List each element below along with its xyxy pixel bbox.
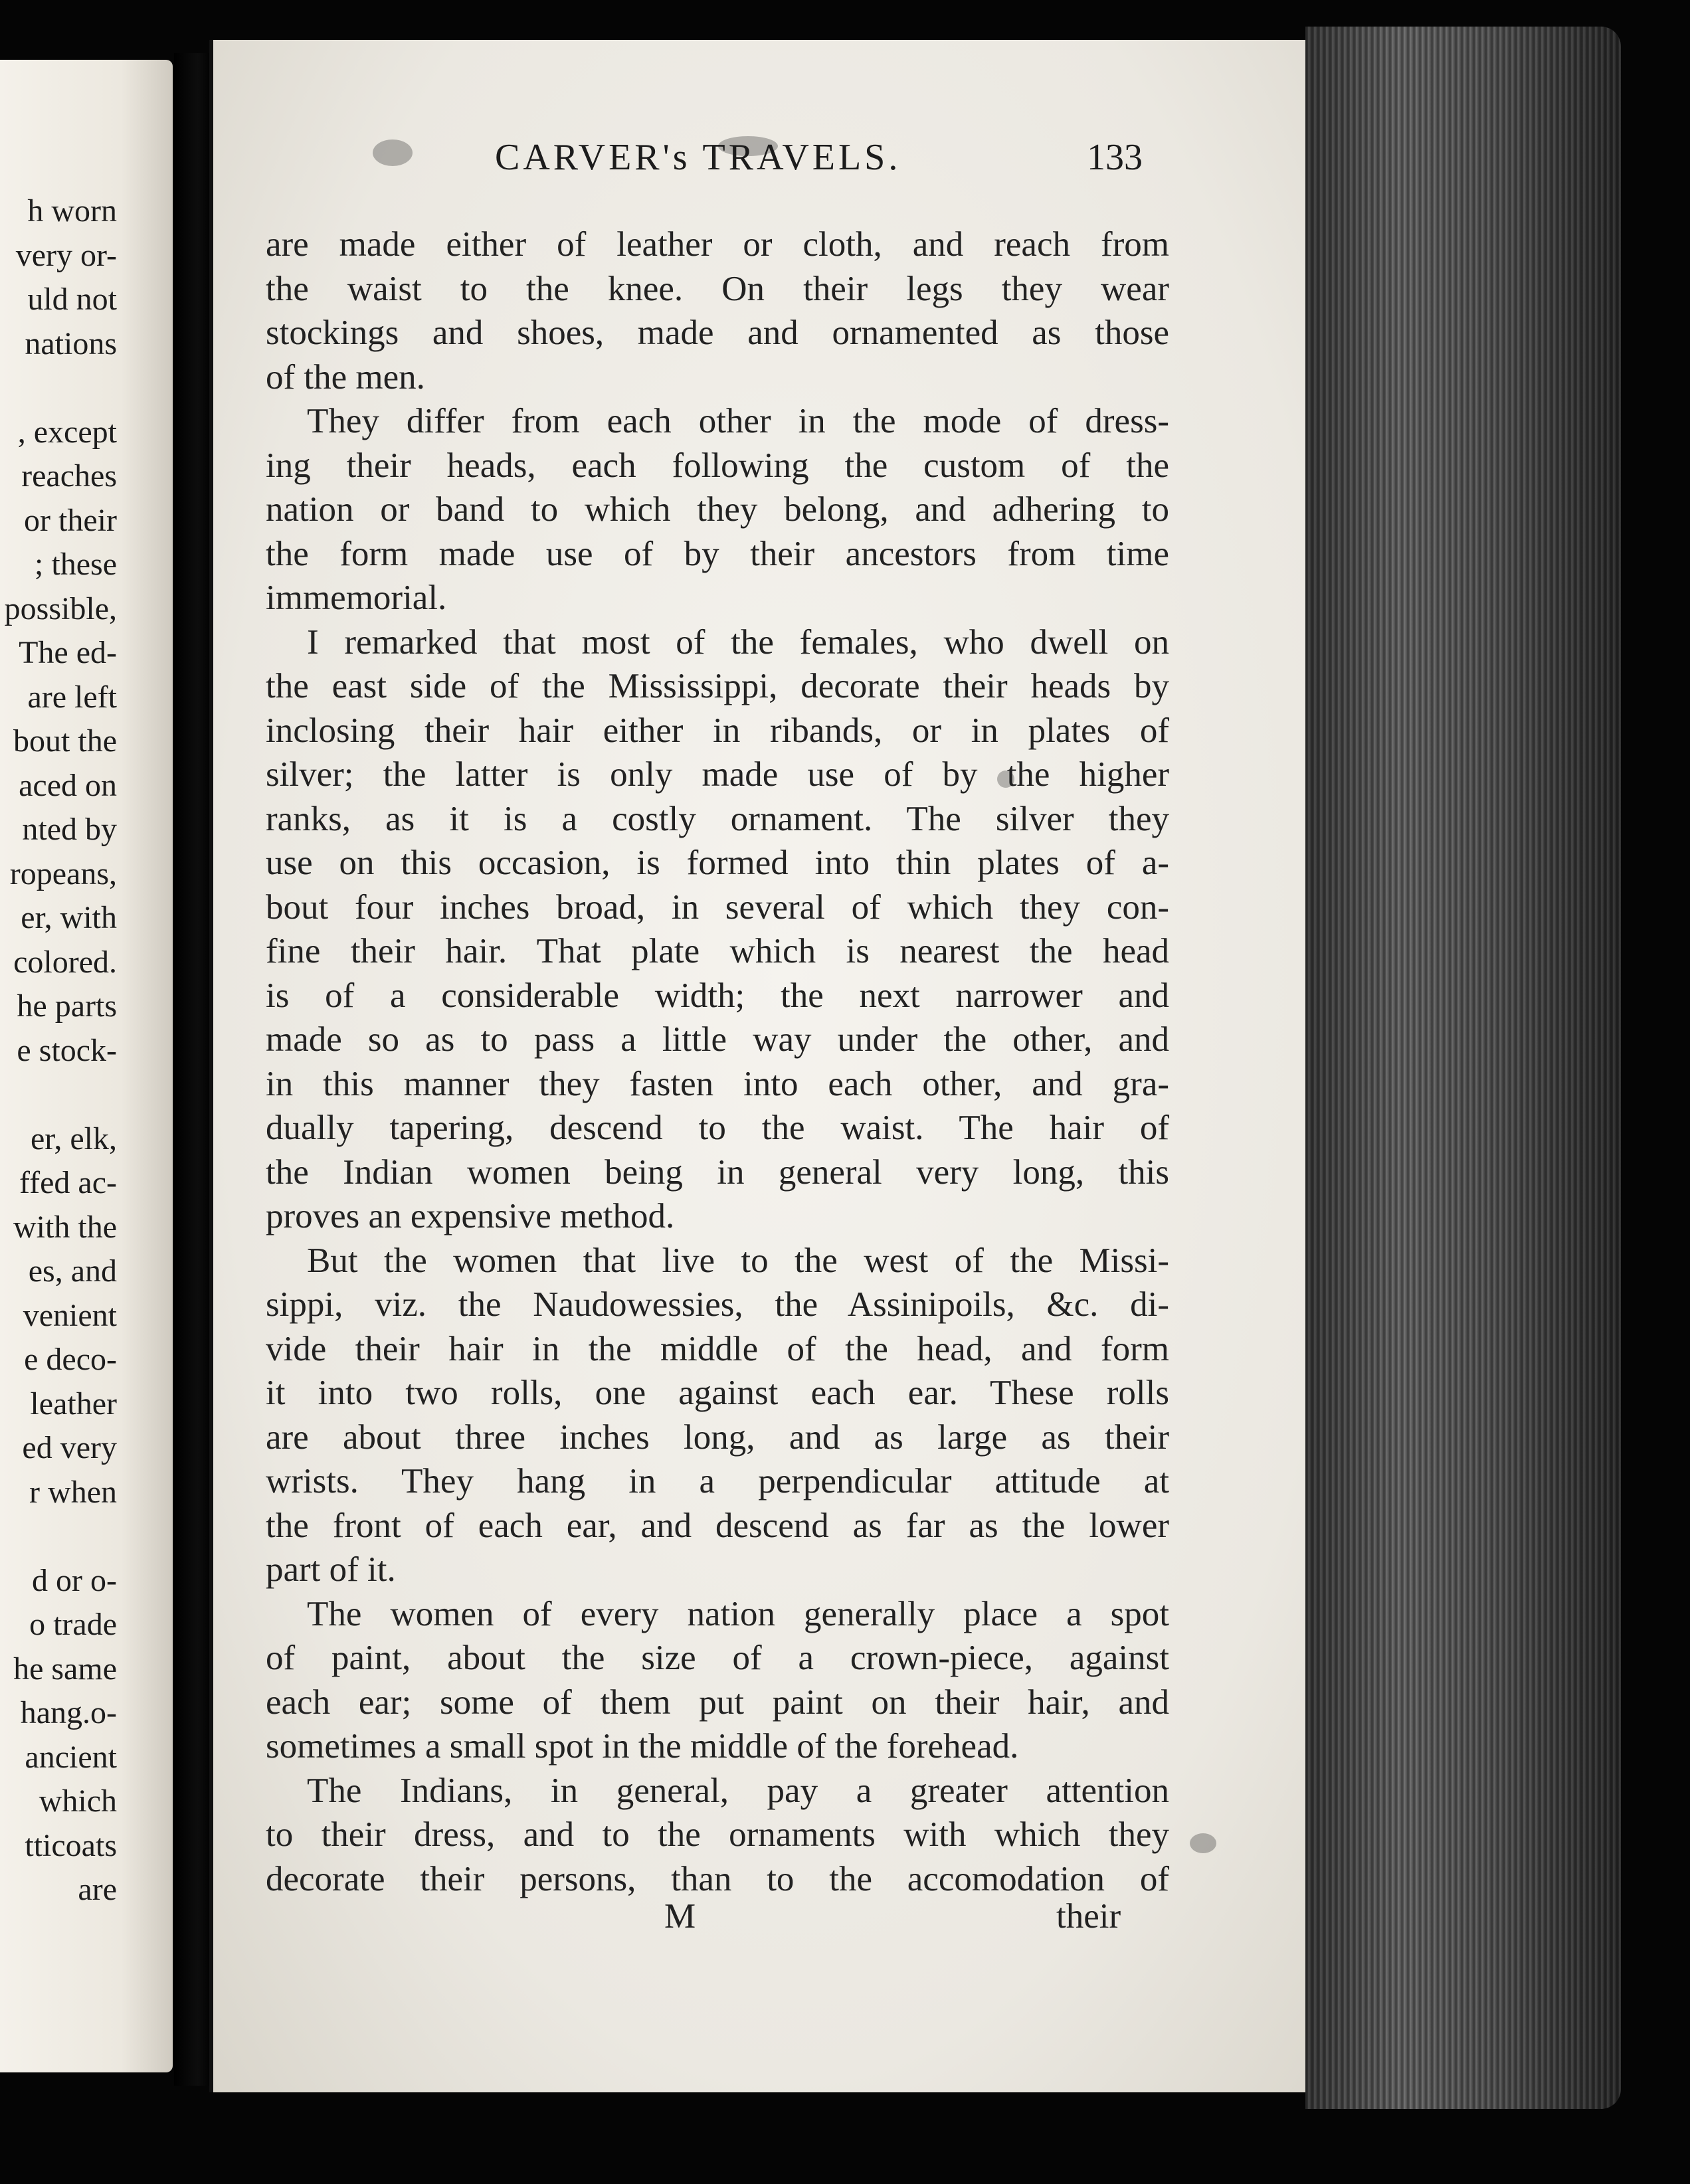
left-page-fragment: ed very — [22, 1430, 117, 1465]
page-number: 133 — [1087, 137, 1143, 178]
left-page-fragment: aced on — [19, 767, 117, 803]
text-line: is of a considerable width; the next narrower and — [266, 976, 1169, 1015]
text-line: ing their heads, each following the custom of the — [266, 446, 1169, 485]
left-page-fragment: are — [78, 1872, 117, 1907]
text-line: each ear; some of them put paint on their hair, and — [266, 1683, 1169, 1722]
text-line: The Indians, in general, pay a greater attention — [307, 1771, 1169, 1810]
left-page-fragment: tticoats — [25, 1827, 117, 1863]
text-line: sippi, viz. the Naudowessies, the Assinipoils, &c. di- — [266, 1285, 1169, 1324]
text-line: But the women that live to the west of the Missi- — [307, 1241, 1169, 1280]
left-page-fragment: uld not — [27, 282, 117, 317]
book-fore-edge — [1305, 27, 1621, 2109]
text-line: part of it. — [266, 1550, 396, 1589]
page-body-text — [266, 223, 1169, 1901]
signature-mark: M — [664, 1897, 696, 1936]
text-line: vide their hair in the middle of the head, and form — [266, 1329, 1169, 1368]
text-line: the Indian women being in general very long, this — [266, 1152, 1169, 1192]
text-line: are about three inches long, and as large as their — [266, 1417, 1169, 1457]
text-line: to their dress, and to the ornaments with which they — [266, 1815, 1169, 1854]
left-page-fragment: he parts — [17, 988, 117, 1024]
left-page-fragment: bout the — [13, 723, 117, 759]
text-line: use on this occasion, is formed into thin plates of a- — [266, 844, 1169, 882]
running-head — [266, 136, 1143, 196]
text-line: in this manner they fasten into each other, and gra- — [266, 1064, 1169, 1103]
text-line: are made either of leather or cloth, and reach from — [266, 225, 1169, 264]
left-page-fragment: are left — [27, 679, 117, 715]
left-page-fragment: with the — [13, 1209, 117, 1245]
left-page-fragment: e stock- — [17, 1032, 117, 1068]
left-page-fragment: possible, — [4, 591, 117, 626]
text-line: sometimes a small spot in the middle of the forehead. — [266, 1727, 1019, 1766]
left-page-fragment: ancient — [25, 1739, 117, 1775]
text-line: the form made use of by their ancestors from time — [266, 534, 1169, 573]
left-page-fragment: leather — [30, 1386, 117, 1421]
text-line: nation or band to which they belong, and adhering to — [266, 490, 1169, 529]
text-line: the waist to the knee. On their legs they wear — [266, 269, 1169, 308]
left-page-fragment: very or- — [15, 237, 117, 273]
text-line: ranks, as it is a costly ornament. The silver they — [266, 799, 1169, 838]
left-page-fragment: es, and — [28, 1253, 117, 1289]
text-line: inclosing their hair either in ribands, or in plates of — [266, 711, 1169, 750]
left-page-fragment: ropeans, — [9, 856, 117, 891]
left-page-fragment: ; these — [35, 547, 117, 582]
text-line: They differ from each other in the mode of dress- — [307, 402, 1169, 440]
text-line: of paint, about the size of a crown-piece, against — [266, 1639, 1169, 1677]
left-page-fragment: h worn — [27, 193, 117, 228]
left-page-fragment: colored. — [13, 944, 117, 980]
text-line: stockings and shoes, made and ornamented as those — [266, 314, 1169, 352]
text-line: wrists. They hang in a perpendicular attitude at — [266, 1462, 1169, 1501]
text-line: of the men. — [266, 357, 425, 397]
left-page-fragment: r when — [29, 1474, 117, 1510]
left-page-fragment: o trade — [29, 1607, 117, 1642]
left-page-fragment: er, with — [21, 900, 117, 935]
left-page-fragment: The ed- — [19, 635, 117, 670]
left-page-fragment: reaches — [21, 458, 117, 494]
text-line: proves an expensive method. — [266, 1197, 675, 1235]
left-page-fragment: he same — [13, 1651, 117, 1686]
left-page-fragment: which — [39, 1783, 117, 1819]
text-line: immemorial. — [266, 579, 447, 617]
left-page-fragment: er, elk, — [30, 1121, 117, 1156]
left-page-fragment: d or o- — [32, 1562, 117, 1598]
left-page-fragment: nations — [25, 325, 117, 361]
left-page-fragment: or their — [24, 502, 117, 538]
text-line: it into two rolls, one against each ear. These rolls — [266, 1374, 1169, 1412]
left-page-fragment: , except — [17, 414, 117, 450]
left-page-fragment: venient — [23, 1297, 117, 1333]
text-line: bout four inches broad, in several of which they con- — [266, 887, 1169, 927]
text-line: dually tapering, descend to the waist. The hair of — [266, 1109, 1169, 1147]
text-line: The women of every nation generally place a spot — [307, 1594, 1169, 1633]
foxing-spot — [1190, 1833, 1216, 1853]
text-line: silver; the latter is only made use of by the higher — [266, 755, 1169, 794]
book-gutter — [174, 53, 214, 2086]
left-page-fragment: hang.o- — [20, 1695, 117, 1730]
text-line: I remarked that most of the females, who dwell on — [307, 622, 1169, 662]
left-page-fragment: nted by — [22, 812, 117, 847]
text-line: the east side of the Mississippi, decorate their heads by — [266, 667, 1169, 705]
left-page-fragment: e deco- — [24, 1342, 117, 1377]
text-line: decorate their persons, than to the accomodation of — [266, 1859, 1169, 1898]
running-title: CARVER's TRAVELS. — [495, 137, 901, 178]
left-page-fragment: ffed ac- — [19, 1165, 117, 1200]
left-facing-page — [0, 60, 173, 2072]
text-line: fine their hair. That plate which is nearest the head — [266, 932, 1169, 970]
text-line: made so as to pass a little way under the other, and — [266, 1020, 1169, 1059]
catchword: their — [1056, 1897, 1121, 1936]
text-line: the front of each ear, and descend as far as the lower — [266, 1506, 1169, 1545]
